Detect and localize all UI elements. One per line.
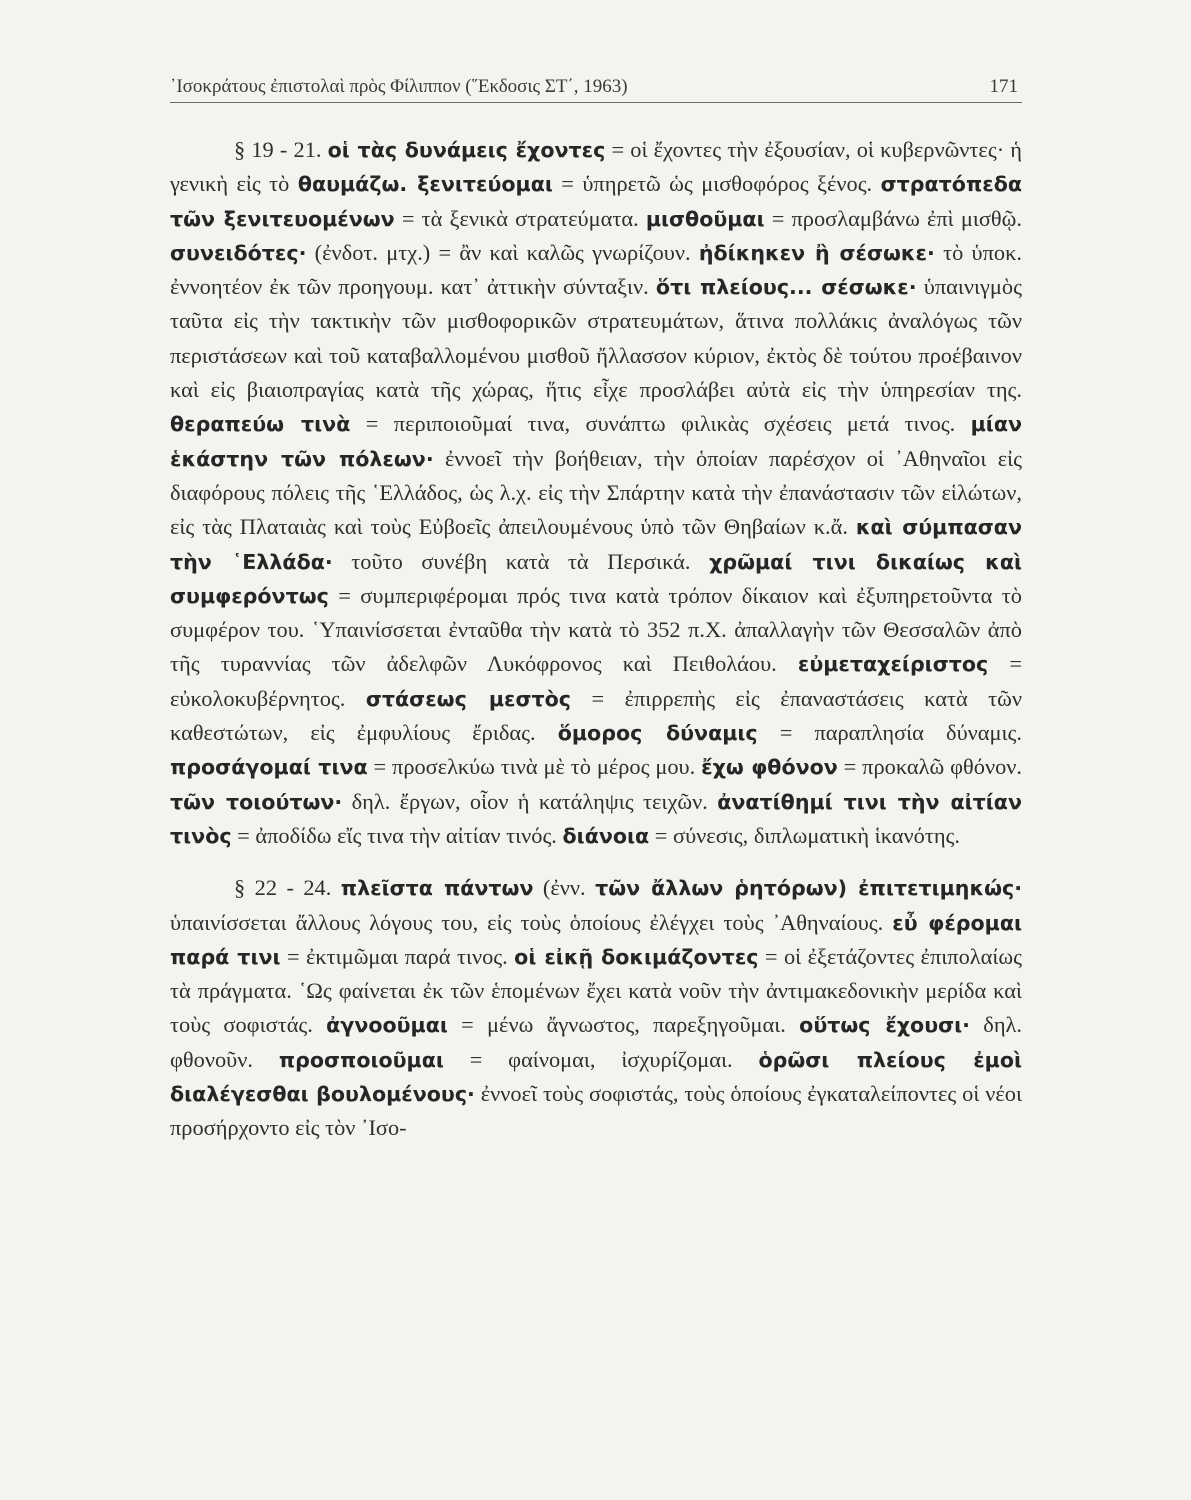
gloss-text: δηλ. ἔργων, οἷον ἡ κατάληψις τειχῶν. xyxy=(342,788,718,814)
lemma-term: ἀγνοοῦμαι xyxy=(326,1013,448,1038)
lemma-term: μισθοῦμαι xyxy=(645,206,765,231)
lemma-term: στρατόπεδα τῶν ξενιτευομένων xyxy=(170,172,1022,231)
gloss-text: = προκαλῶ φθόνον. xyxy=(837,754,1022,780)
lemma-term: στάσεως μεστὸς xyxy=(365,686,571,711)
gloss-text: = ἐπιρρεπὴς εἰς ἐπαναστάσεις κατὰ τῶν καθεστώτων, εἰς ἐμφυλίους ἔριδας. xyxy=(170,685,1023,746)
lemma-term: συνειδότες· xyxy=(170,240,307,265)
lemma-term: ἀνατίθημί τινι τὴν αἰτίαν τινὸς xyxy=(170,789,1022,848)
gloss-text: = ὑπηρετῶ ὡς μισθοφόρος ξένος. xyxy=(552,171,881,197)
lemma-term: οἱ τὰς δυνάμεις ἔχοντες xyxy=(327,138,606,162)
lemma-term: ἠδίκηκεν ἢ σέσωκε· xyxy=(698,240,935,265)
lemma-term: μίαν ἑκάστην τῶν πόλεων· xyxy=(170,412,1022,471)
lemma-term: ὁρῶσι πλείους ἐμοὶ διαλέγεσθαι βουλομένους· xyxy=(170,1047,1022,1107)
header-rule xyxy=(170,102,1022,103)
lemma-term: τῶν ἄλλων ῥητόρων) ἐπιτετιμηκώς· xyxy=(595,876,1023,901)
gloss-text: § 19 - 21. xyxy=(234,137,328,162)
gloss-text: = ἀποδίδω εἴς τινα τὴν αἰτίαν τινός. xyxy=(231,822,563,848)
running-header xyxy=(170,62,1022,102)
gloss-text: ἐννοεῖ τοὺς σοφιστάς, τοὺς ὁποίους ἐγκαταλείποντες οἱ νέοι προσήρχοντο εἰς τὸν ᾿Ισο- xyxy=(170,1081,1022,1141)
lemma-term: πλεῖστα πάντων xyxy=(340,876,534,901)
lemma-term: οὕτως ἔχουσι· xyxy=(799,1013,971,1038)
gloss-text: = προσελκύω τινὰ μὲ τὸ μέρος μου. xyxy=(367,754,702,780)
lemma-term: χρῶμαί τινι δικαίως καὶ συμφερόντως xyxy=(170,549,1022,608)
lemma-term: θαυμάζω. ξενιτεύομαι xyxy=(297,172,553,197)
lemma-term: διάνοια xyxy=(562,823,650,848)
commentary-body xyxy=(170,133,1022,1146)
gloss-text: τὸ ὑποκ. ἐννοητέον ἐκ τῶν προηγουμ. κατ᾿ ἀττικὴν σύνταξιν. xyxy=(170,239,1023,300)
lemma-term: ὅτι πλείους... σέσωκε· xyxy=(655,275,917,300)
gloss-text: = παραπλησία δύναμις. xyxy=(757,720,1022,746)
gloss-text: = σύνεσις, διπλωματικὴ ἱκανότης. xyxy=(649,822,960,848)
gloss-text: = οἱ ἐξετάζοντες ἐπιπολαίως τὰ πράγματα. ῾Ως φαίνεται ἐκ τῶν ἑπομένων ἔχει κατὰ νοῦν τὴν ἀντιμακεδονικὴν μερίδα καὶ τοὺς σοφιστάς. xyxy=(170,943,1022,1038)
gloss-text: § 22 - 24. xyxy=(234,875,341,901)
gloss-text: = φαίνομαι, ἰσχυρίζομαι. xyxy=(443,1046,759,1072)
gloss-text: = εὐκολοκυβέρνητος. xyxy=(170,651,1023,711)
gloss-text: = προσλαμβάνω ἐπὶ μισθῷ. xyxy=(764,205,1022,231)
gloss-text: ὑπαινιγμὸς ταῦτα εἰς τὴν τακτικὴν τῶν μισθοφορικῶν στρατευμάτων, ἅτινα πολλάκις ἀναλόγως τῶν περιστάσεων καὶ τοῦ καταβαλλομένου μισθοῦ ἤλλασσον κύριον, ἐκτὸς δὲ τούτου προέβαινον καὶ εἰς βιαιοπραγίας κατὰ τῆς χώρας, ἥτις εἶχε προσλάβει αὐτὰ εἰς τὴν ὑπηρεσίαν της. xyxy=(170,274,1022,403)
gloss-text: = τὰ ξενικὰ στρατεύματα. xyxy=(394,205,646,231)
gloss-text: τοῦτο συνέβη κατὰ τὰ Περσικά. xyxy=(332,548,710,574)
gloss-text: = περιποιοῦμαί τινα, συνάπτω φιλικὰς σχέσεις μετά τινος. xyxy=(350,411,971,437)
lemma-term: εὐμεταχείριστος xyxy=(797,652,989,677)
lemma-term: προσάγομαί τινα xyxy=(170,755,368,780)
book-page xyxy=(170,62,1022,1146)
gloss-text: = οἱ ἔχοντες τὴν ἐξουσίαν, οἱ κυβερνῶντες· ἡ γενικὴ εἰς τὸ xyxy=(170,137,1023,197)
gloss-text: (ἐνν. xyxy=(533,875,596,901)
lemma-term: εὖ φέρομαι παρά τινι xyxy=(170,910,1023,969)
lemma-term: οἱ εἰκῇ δοκιμάζοντες xyxy=(514,944,759,969)
lemma-term: θεραπεύω τινὰ xyxy=(170,412,351,437)
gloss-text: = ἐκτιμῶμαι παρά τινος. xyxy=(280,943,515,969)
gloss-text: ὑπαινίσσεται ἄλλους λόγους του, εἰς τοὺς ὁποίους ἐλέγχει τοὺς ᾿Αθηναίους. xyxy=(170,909,893,935)
lemma-term: προσποιοῦμαι xyxy=(278,1047,444,1072)
lemma-term: τῶν τοιούτων· xyxy=(170,789,343,814)
commentary-paragraph-22-24 xyxy=(170,871,1022,1145)
gloss-text: = συμπεριφέρομαι πρός τινα κατὰ τρόπον δίκαιον καὶ ἐξυπηρετοῦντα τὸ συμφέρον του. ῾Υπαινίσσεται ἐνταῦθα τὴν κατὰ τὸ 352 π.Χ. ἀπαλλαγὴν τῶν Θεσσαλῶν ἀπὸ τῆς τυραννίας τῶν ἀδελφῶν Λυκόφρονος καὶ Πειθολάου. xyxy=(170,582,1022,677)
running-title: ᾿Ισοκράτους ἐπιστολαὶ πρὸς Φίλιππον (῞Εκδοσις ΣΤ΄, 1963) xyxy=(170,76,628,97)
gloss-text: = μένω ἄγνωστος, παρεξηγοῦμαι. xyxy=(447,1012,800,1038)
commentary-paragraph-19-21 xyxy=(170,133,1022,853)
lemma-term: ὅμορος δύναμις xyxy=(557,721,758,746)
lemma-term: ἔχω φθόνον xyxy=(701,755,838,780)
gloss-text: δηλ. φθονοῦν. xyxy=(170,1012,1022,1072)
page-number: 171 xyxy=(989,76,1018,97)
gloss-text: (ἐνδοτ. μτχ.) = ἂν καὶ καλῶς γνωρίζουν. xyxy=(306,239,699,265)
gloss-text: ἐννοεῖ τὴν βοήθειαν, τὴν ὁποίαν παρέσχον οἱ ᾿Αθηναῖοι εἰς διαφόρους πόλεις τῆς ῾Ελλάδος, ὡς λ.χ. εἰς τὴν Σπάρτην κατὰ τὴν ἐπανάστασιν τῶν εἱλώτων, εἰς τὰς Πλαταιὰς καὶ τοὺς Εὐβοεῖς ἀπειλουμένους ὑπὸ τῶν Θηβαίων κ.ἄ. xyxy=(170,445,1023,540)
lemma-term: καὶ σύμπασαν τὴν ῾Ελλάδα· xyxy=(170,515,1022,574)
